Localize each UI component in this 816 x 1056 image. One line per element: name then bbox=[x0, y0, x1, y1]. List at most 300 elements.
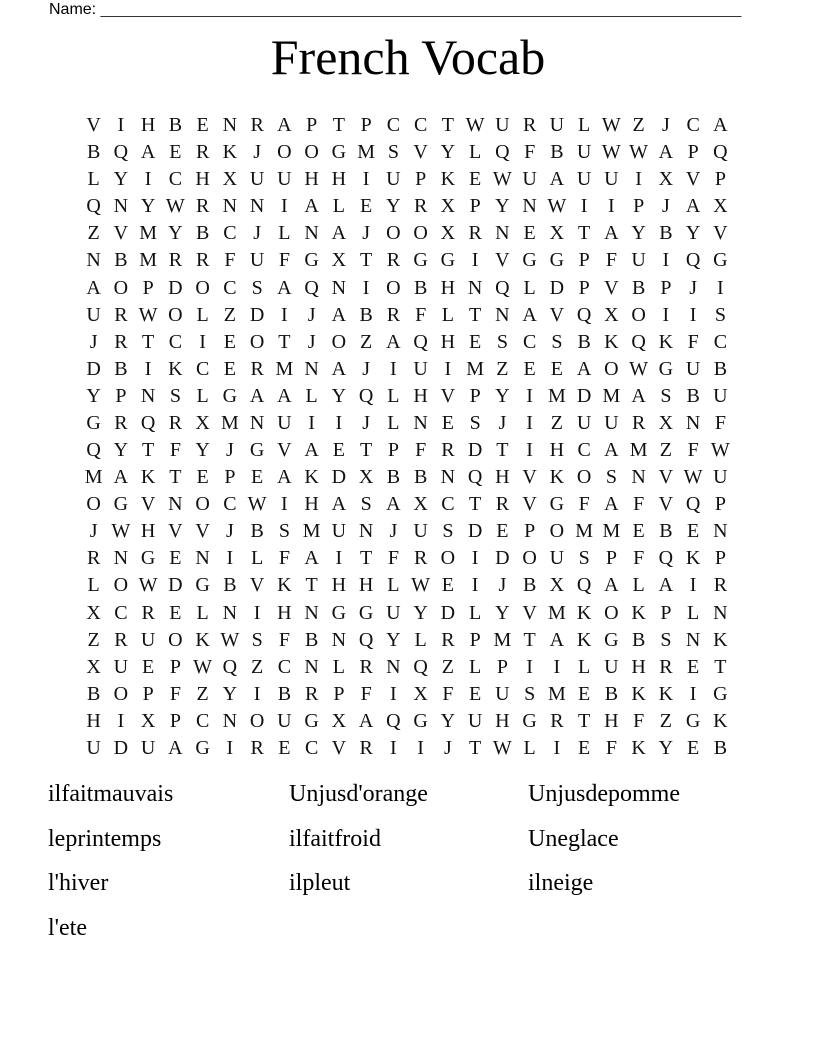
grid-cell: Q bbox=[386, 709, 401, 732]
grid-cell: U bbox=[495, 114, 510, 137]
grid-cell: H bbox=[604, 709, 619, 732]
grid-cell: A bbox=[331, 303, 347, 326]
grid-cell: Q bbox=[576, 303, 592, 326]
grid-cell: S bbox=[714, 303, 726, 326]
grid-cell: U bbox=[277, 168, 292, 191]
grid-cell: Z bbox=[632, 114, 645, 137]
grid-cell: L bbox=[87, 168, 100, 191]
grid-cell: P bbox=[578, 249, 590, 272]
grid-cell: A bbox=[604, 574, 619, 597]
grid-cell: A bbox=[249, 384, 265, 407]
grid-cell: I bbox=[281, 303, 288, 326]
grid-cell: R bbox=[359, 736, 373, 759]
grid-cell: A bbox=[576, 357, 592, 380]
grid-cell: U bbox=[604, 411, 619, 434]
grid-cell: C bbox=[168, 330, 183, 353]
grid-cell: J bbox=[498, 574, 507, 597]
grid-cell: M bbox=[629, 439, 648, 462]
grid-cell: J bbox=[307, 303, 316, 326]
grid-cell: U bbox=[576, 168, 592, 191]
grid-cell: U bbox=[713, 384, 728, 407]
grid-cell: S bbox=[551, 330, 563, 353]
grid-cell: U bbox=[86, 736, 101, 759]
word-list-item: ilneige bbox=[528, 870, 594, 896]
grid-cell: X bbox=[658, 411, 674, 434]
grid-cell: Y bbox=[222, 682, 238, 705]
grid-cell: L bbox=[87, 574, 100, 597]
grid-cell: N bbox=[685, 628, 701, 651]
grid-cell: M bbox=[84, 466, 103, 489]
grid-cell: F bbox=[360, 682, 372, 705]
grid-cell: V bbox=[413, 141, 428, 164]
grid-cell: V bbox=[522, 601, 537, 624]
grid-cell: N bbox=[413, 411, 428, 434]
grid-cell: K bbox=[604, 330, 619, 353]
grid-cell: Q bbox=[413, 655, 428, 678]
grid-cell: S bbox=[360, 493, 372, 516]
grid-cell: B bbox=[659, 520, 673, 543]
grid-cell: V bbox=[522, 466, 537, 489]
grid-cell: A bbox=[86, 276, 101, 299]
grid-cell: G bbox=[413, 709, 428, 732]
grid-cell: R bbox=[250, 114, 264, 137]
grid-cell: S bbox=[496, 330, 508, 353]
grid-cell: B bbox=[631, 276, 646, 299]
grid-cell: P bbox=[333, 682, 345, 705]
grid-cell: W bbox=[629, 141, 649, 164]
grid-cell: S bbox=[169, 384, 181, 407]
grid-cell: A bbox=[658, 141, 674, 164]
grid-cell: R bbox=[631, 411, 646, 434]
grid-cell: L bbox=[414, 628, 427, 651]
grid-cell: P bbox=[469, 628, 481, 651]
grid-cell: D bbox=[495, 547, 510, 570]
grid-cell: Q bbox=[495, 141, 510, 164]
grid-cell: X bbox=[713, 195, 728, 218]
grid-cell: A bbox=[304, 547, 319, 570]
grid-cell: J bbox=[253, 141, 262, 164]
grid-cell: I bbox=[253, 601, 261, 624]
grid-cell: K bbox=[631, 682, 646, 705]
grid-cell: O bbox=[168, 628, 183, 651]
grid-cell: U bbox=[113, 655, 129, 678]
grid-cell: T bbox=[332, 114, 345, 137]
grid-cell: I bbox=[471, 249, 479, 272]
grid-cell: I bbox=[226, 736, 234, 759]
grid-cell: T bbox=[578, 709, 591, 732]
grid-cell: V bbox=[549, 303, 565, 326]
grid-cell: W bbox=[193, 655, 213, 678]
grid-cell: U bbox=[522, 168, 537, 191]
grid-cell: F bbox=[169, 439, 181, 462]
grid-cell: K bbox=[222, 141, 238, 164]
grid-cell: V bbox=[140, 493, 156, 516]
grid-cell: A bbox=[331, 357, 347, 380]
grid-cell: E bbox=[223, 330, 236, 353]
grid-cell: I bbox=[471, 547, 479, 570]
grid-cell: V bbox=[113, 222, 129, 245]
grid-cell: D bbox=[86, 357, 101, 380]
grid-cell: P bbox=[714, 168, 726, 191]
grid-cell: F bbox=[605, 249, 617, 272]
grid-cell: J bbox=[362, 357, 371, 380]
grid-cell: L bbox=[278, 222, 291, 245]
grid-cell: G bbox=[522, 249, 537, 272]
grid-cell: G bbox=[549, 493, 565, 516]
grid-cell: J bbox=[389, 520, 398, 543]
grid-cell: U bbox=[549, 547, 565, 570]
grid-cell: H bbox=[440, 276, 456, 299]
grid-cell: B bbox=[359, 303, 373, 326]
grid-cell: I bbox=[281, 195, 288, 218]
grid-cell: J bbox=[253, 222, 262, 245]
grid-cell: I bbox=[689, 574, 697, 597]
grid-cell: R bbox=[195, 195, 210, 218]
grid-cell: A bbox=[713, 114, 728, 137]
grid-cell: E bbox=[469, 330, 482, 353]
grid-cell: Q bbox=[86, 195, 101, 218]
grid-cell: O bbox=[168, 303, 183, 326]
grid-cell: T bbox=[469, 736, 482, 759]
grid-cell: D bbox=[467, 520, 483, 543]
grid-cell: R bbox=[468, 222, 482, 245]
grid-cell: B bbox=[114, 357, 128, 380]
grid-cell: G bbox=[685, 709, 701, 732]
grid-cell: J bbox=[362, 411, 371, 434]
grid-cell: M bbox=[493, 628, 512, 651]
grid-cell: I bbox=[362, 276, 370, 299]
grid-cell: E bbox=[687, 520, 700, 543]
grid-cell: I bbox=[335, 411, 343, 434]
grid-cell: J bbox=[661, 114, 670, 137]
grid-cell: R bbox=[141, 601, 155, 624]
grid-cell: E bbox=[278, 736, 291, 759]
grid-cell: A bbox=[549, 168, 565, 191]
grid-cell: W bbox=[247, 493, 267, 516]
grid-cell: P bbox=[469, 384, 481, 407]
grid-cell: Q bbox=[413, 330, 428, 353]
grid-cell: U bbox=[576, 141, 592, 164]
grid-cell: L bbox=[469, 141, 482, 164]
grid-cell: K bbox=[549, 466, 565, 489]
grid-cell: V bbox=[440, 384, 456, 407]
grid-cell: K bbox=[685, 547, 701, 570]
grid-cell: T bbox=[496, 439, 509, 462]
grid-cell: N bbox=[495, 222, 510, 245]
grid-cell: L bbox=[387, 411, 400, 434]
grid-cell: F bbox=[687, 330, 699, 353]
grid-cell: E bbox=[251, 466, 264, 489]
grid-cell: C bbox=[441, 493, 455, 516]
grid-cell: B bbox=[386, 466, 401, 489]
grid-cell: I bbox=[117, 114, 125, 137]
grid-cell: Y bbox=[631, 222, 646, 245]
grid-cell: W bbox=[138, 303, 158, 326]
grid-cell: C bbox=[413, 114, 428, 137]
grid-cell: I bbox=[526, 655, 533, 678]
grid-cell: I bbox=[253, 682, 261, 705]
grid-cell: Q bbox=[140, 411, 156, 434]
grid-cell: X bbox=[86, 601, 101, 624]
grid-cell: N bbox=[222, 709, 238, 732]
page-title: French Vocab bbox=[270, 29, 546, 85]
grid-cell: L bbox=[196, 303, 209, 326]
grid-cell: O bbox=[195, 493, 210, 516]
word-list-item: Unjusd'orange bbox=[289, 781, 428, 807]
grid-cell: F bbox=[633, 547, 645, 570]
grid-cell: V bbox=[168, 520, 183, 543]
grid-cell: B bbox=[413, 466, 428, 489]
grid-cell: Z bbox=[251, 655, 264, 678]
grid-cell: F bbox=[415, 439, 427, 462]
grid-cell: Y bbox=[440, 709, 456, 732]
grid-cell: I bbox=[144, 357, 152, 380]
grid-cell: H bbox=[86, 709, 101, 732]
grid-cell: I bbox=[281, 493, 288, 516]
grid-cell: N bbox=[631, 466, 646, 489]
grid-cell: Y bbox=[386, 628, 401, 651]
grid-cell: Z bbox=[496, 357, 509, 380]
grid-cell: R bbox=[522, 114, 537, 137]
grid-cell: G bbox=[440, 249, 456, 272]
grid-cell: A bbox=[685, 195, 701, 218]
grid-cell: C bbox=[223, 276, 237, 299]
grid-cell: H bbox=[331, 574, 347, 597]
grid-cell: I bbox=[662, 249, 670, 272]
grid-cell: R bbox=[114, 411, 128, 434]
grid-cell: G bbox=[658, 357, 674, 380]
grid-cell: J bbox=[89, 520, 98, 543]
grid-cell: P bbox=[660, 601, 672, 624]
grid-cell: D bbox=[168, 574, 183, 597]
grid-cell: A bbox=[386, 493, 401, 516]
grid-cell: G bbox=[304, 709, 319, 732]
grid-cell: F bbox=[578, 493, 590, 516]
grid-cell: J bbox=[225, 439, 234, 462]
grid-cell: E bbox=[441, 574, 454, 597]
grid-cell: S bbox=[251, 628, 263, 651]
grid-cell: L bbox=[387, 384, 400, 407]
grid-cell: S bbox=[660, 384, 672, 407]
grid-cell: G bbox=[195, 736, 210, 759]
grid-cell: E bbox=[632, 520, 645, 543]
grid-cell: I bbox=[662, 303, 670, 326]
grid-cell: F bbox=[633, 493, 645, 516]
grid-cell: P bbox=[169, 655, 181, 678]
grid-cell: V bbox=[685, 168, 701, 191]
grid-cell: K bbox=[713, 628, 728, 651]
grid-cell: G bbox=[549, 249, 565, 272]
word-list-col-2 bbox=[289, 780, 428, 914]
grid-cell: B bbox=[713, 736, 728, 759]
grid-cell: G bbox=[358, 601, 374, 624]
grid-cell: S bbox=[387, 141, 399, 164]
grid-cell: W bbox=[165, 195, 185, 218]
grid-cell: E bbox=[441, 411, 454, 434]
grid-cell: H bbox=[440, 330, 456, 353]
grid-cell: N bbox=[331, 276, 347, 299]
word-list-item: leprintemps bbox=[48, 825, 162, 852]
grid-cell: A bbox=[658, 574, 674, 597]
grid-cell: N bbox=[168, 493, 183, 516]
grid-cell: Q bbox=[222, 655, 238, 678]
grid-cell: B bbox=[659, 222, 673, 245]
grid-cell: N bbox=[195, 547, 210, 570]
name-label: Name: bbox=[49, 1, 97, 18]
grid-cell: E bbox=[550, 357, 563, 380]
grid-cell: L bbox=[196, 601, 209, 624]
grid-cell: H bbox=[358, 574, 374, 597]
grid-cell: R bbox=[250, 736, 264, 759]
grid-cell: F bbox=[605, 736, 617, 759]
grid-cell: S bbox=[278, 520, 290, 543]
grid-cell: X bbox=[413, 493, 428, 516]
grid-cell: R bbox=[413, 195, 428, 218]
grid-cell: G bbox=[86, 411, 101, 434]
grid-cell: S bbox=[605, 466, 617, 489]
grid-cell: B bbox=[550, 141, 564, 164]
grid-cell: Q bbox=[495, 276, 510, 299]
grid-cell: Z bbox=[87, 628, 100, 651]
grid-cell: R bbox=[250, 357, 264, 380]
grid-cell: U bbox=[549, 114, 565, 137]
grid-cell: F bbox=[169, 682, 181, 705]
grid-cell: Y bbox=[495, 384, 510, 407]
grid-cell: S bbox=[469, 411, 481, 434]
grid-cell: R bbox=[86, 547, 101, 570]
grid-cell: T bbox=[360, 439, 373, 462]
grid-cell: A bbox=[277, 466, 292, 489]
grid-cell: J bbox=[225, 520, 234, 543]
grid-cell: O bbox=[386, 276, 401, 299]
grid-cell: T bbox=[360, 249, 373, 272]
grid-cell: G bbox=[195, 574, 210, 597]
grid-cell: Q bbox=[358, 384, 374, 407]
grid-cell: B bbox=[223, 574, 237, 597]
grid-cell: E bbox=[578, 736, 591, 759]
grid-cell: N bbox=[113, 195, 129, 218]
grid-cell: J bbox=[443, 736, 452, 759]
grid-cell: B bbox=[168, 114, 183, 137]
grid-cell: I bbox=[335, 547, 343, 570]
grid-cell: I bbox=[526, 384, 533, 407]
grid-cell: C bbox=[686, 114, 700, 137]
grid-cell: N bbox=[386, 655, 401, 678]
grid-cell: W bbox=[710, 439, 730, 462]
grid-cell: K bbox=[631, 601, 646, 624]
grid-cell: P bbox=[687, 141, 699, 164]
grid-cell: P bbox=[415, 168, 427, 191]
grid-cell: E bbox=[687, 736, 700, 759]
grid-cell: Z bbox=[223, 303, 236, 326]
grid-cell: U bbox=[277, 411, 292, 434]
grid-cell: T bbox=[714, 655, 727, 678]
grid-cell: J bbox=[362, 222, 371, 245]
grid-cell: R bbox=[114, 628, 128, 651]
grid-cell: D bbox=[113, 736, 129, 759]
grid-cell: K bbox=[168, 357, 183, 380]
grid-cell: X bbox=[140, 709, 156, 732]
grid-cell: G bbox=[713, 249, 728, 272]
grid-cell: Y bbox=[331, 384, 347, 407]
grid-cell: P bbox=[115, 384, 127, 407]
grid-cell: Z bbox=[87, 222, 100, 245]
grid-cell: A bbox=[522, 303, 537, 326]
grid-cell: P bbox=[360, 114, 372, 137]
grid-cell: P bbox=[605, 547, 617, 570]
grid-cell: Y bbox=[113, 168, 129, 191]
grid-cell: I bbox=[117, 709, 125, 732]
grid-cell: L bbox=[578, 655, 591, 678]
grid-cell: F bbox=[633, 709, 645, 732]
grid-cell: N bbox=[467, 276, 483, 299]
grid-cell: B bbox=[631, 628, 646, 651]
grid-cell: T bbox=[469, 493, 482, 516]
grid-cell: S bbox=[578, 547, 590, 570]
grid-cell: Y bbox=[658, 736, 674, 759]
grid-cell: B bbox=[250, 520, 264, 543]
word-list-item: Uneglace bbox=[528, 825, 619, 852]
grid-cell: R bbox=[386, 303, 401, 326]
grid-cell: I bbox=[471, 574, 479, 597]
grid-cell: Y bbox=[495, 601, 510, 624]
grid-cell: Q bbox=[467, 466, 483, 489]
grid-cell: H bbox=[495, 709, 510, 732]
grid-cell: W bbox=[465, 114, 485, 137]
grid-cell: W bbox=[411, 574, 431, 597]
grid-cell: N bbox=[440, 466, 456, 489]
grid-cell: N bbox=[522, 195, 537, 218]
grid-cell: N bbox=[358, 520, 374, 543]
grid-cell: W bbox=[683, 466, 703, 489]
grid-cell: L bbox=[251, 547, 264, 570]
grid-cell: Y bbox=[495, 195, 510, 218]
grid-cell: E bbox=[196, 114, 209, 137]
grid-cell: I bbox=[144, 168, 152, 191]
grid-cell: T bbox=[305, 574, 318, 597]
grid-cell: N bbox=[249, 195, 265, 218]
grid-cell: C bbox=[168, 168, 183, 191]
grid-cell: X bbox=[222, 168, 238, 191]
name-fill-line[interactable]: ________________________________________________________________________ bbox=[100, 1, 742, 18]
grid-cell: M bbox=[575, 520, 594, 543]
grid-cell: G bbox=[713, 682, 728, 705]
grid-cell: U bbox=[386, 168, 401, 191]
grid-cell: L bbox=[523, 736, 536, 759]
grid-cell: J bbox=[498, 411, 507, 434]
grid-cell: Y bbox=[168, 222, 183, 245]
grid-cell: N bbox=[222, 114, 238, 137]
grid-cell: Y bbox=[685, 222, 701, 245]
grid-cell: R bbox=[713, 574, 728, 597]
grid-cell: B bbox=[577, 330, 591, 353]
grid-cell: E bbox=[196, 466, 209, 489]
grid-cell: H bbox=[195, 168, 210, 191]
grid-cell: I bbox=[390, 682, 397, 705]
grid-cell: I bbox=[199, 330, 206, 353]
grid-cell: T bbox=[441, 114, 454, 137]
grid-cell: W bbox=[547, 195, 567, 218]
grid-cell: X bbox=[440, 222, 456, 245]
grid-cell: G bbox=[113, 493, 129, 516]
grid-cell: R bbox=[441, 628, 455, 651]
grid-cell: I bbox=[553, 655, 561, 678]
grid-cell: C bbox=[386, 114, 401, 137]
grid-cell: N bbox=[222, 195, 238, 218]
grid-cell: T bbox=[469, 303, 482, 326]
grid-cell: C bbox=[522, 330, 537, 353]
grid-cell: X bbox=[195, 411, 210, 434]
